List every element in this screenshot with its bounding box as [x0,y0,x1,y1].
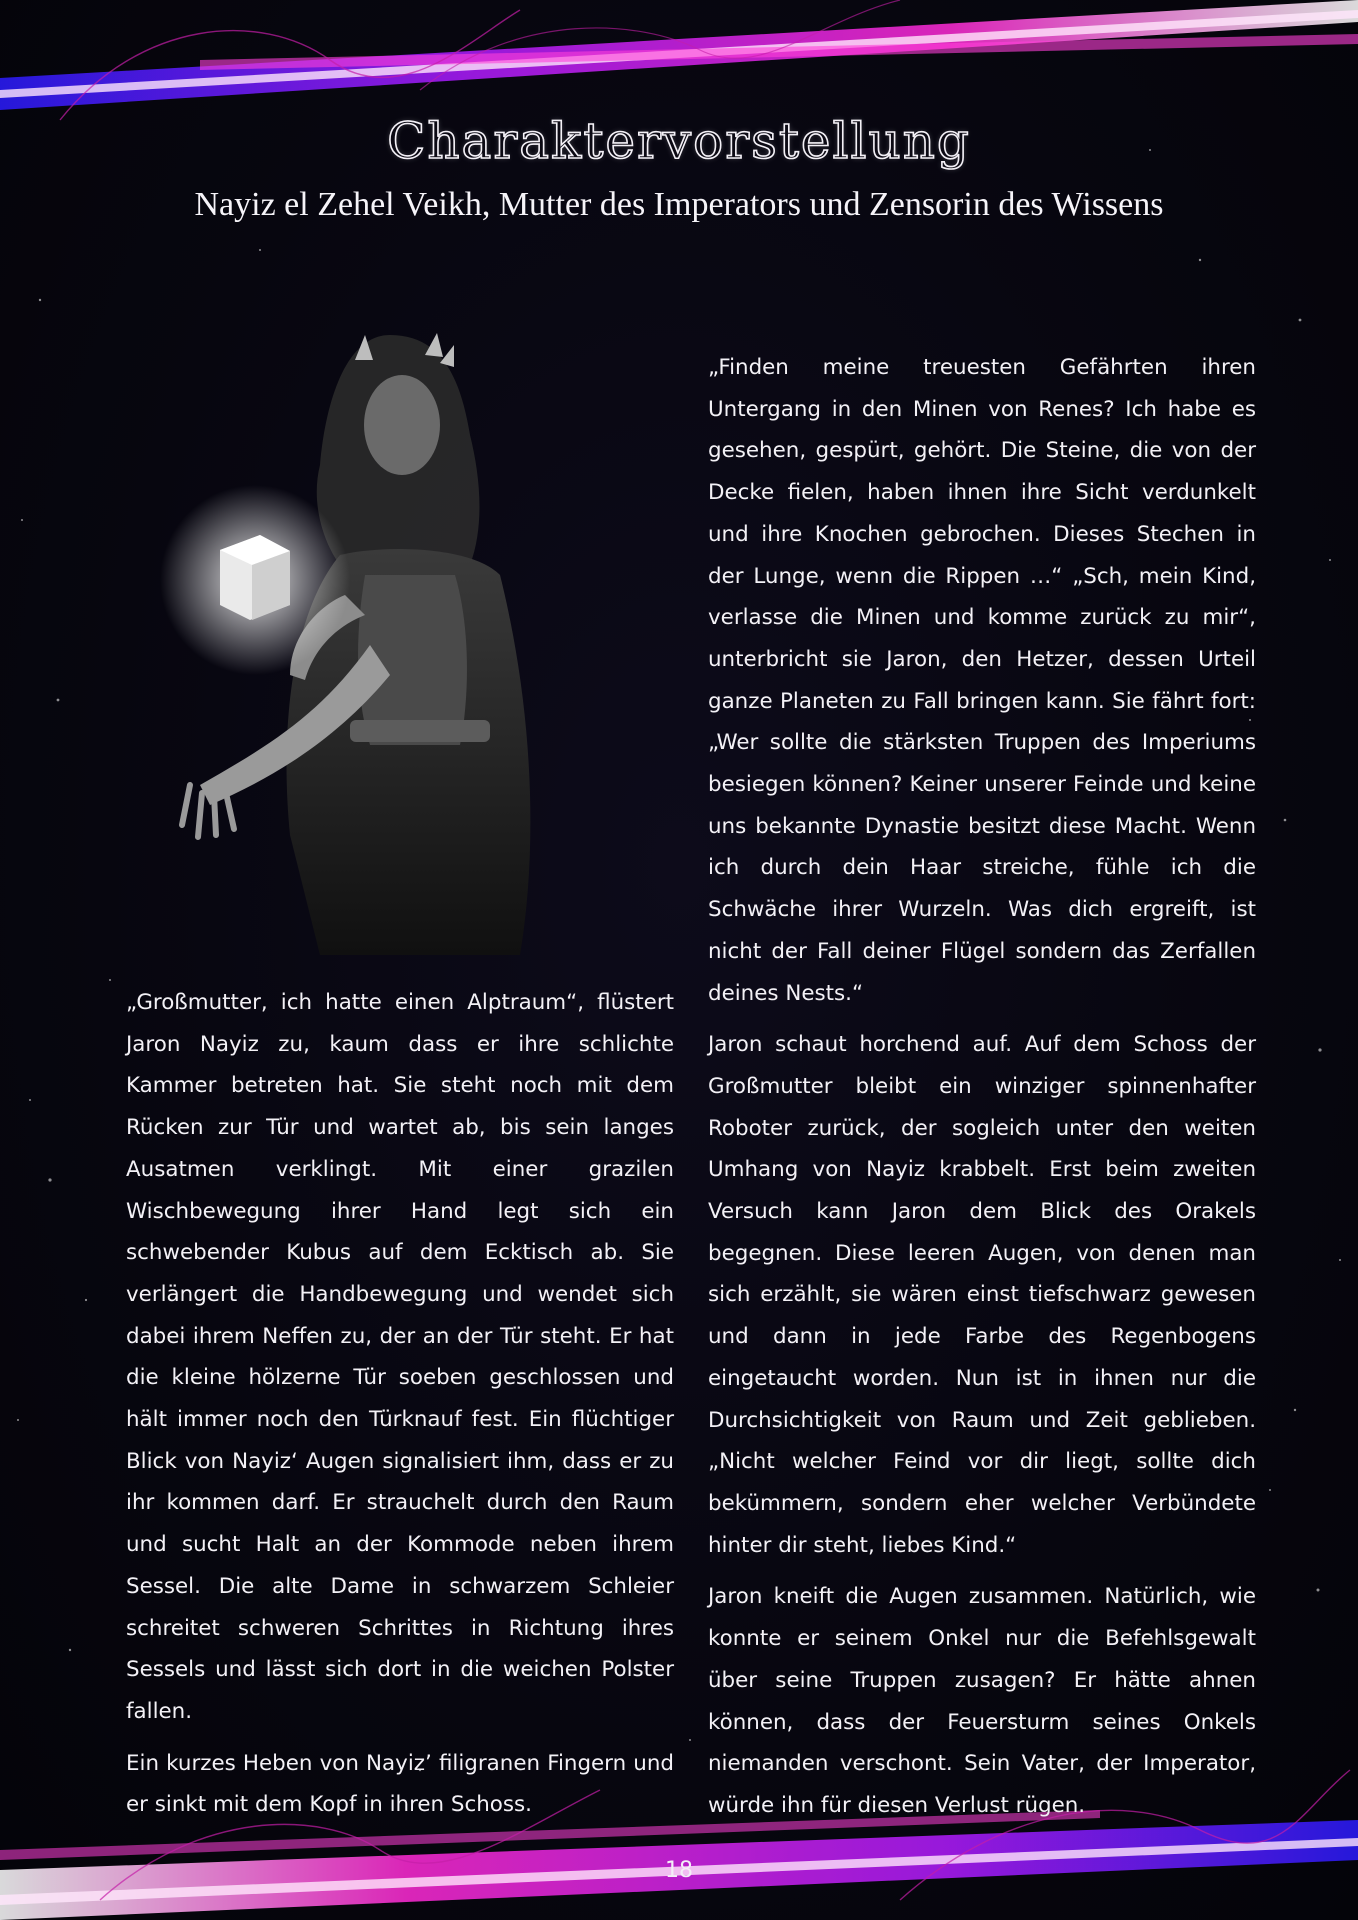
right-text-column [708,347,1256,1837]
page-number: 18 [665,1858,693,1883]
paragraph: „Finden meine treuesten Gefährten ihren Untergang in den Minen von Renes? Ich habe es gesehen, gespürt, gehört. Die Steine, die von der Decke fielen, haben ihnen ihre Sicht verdunkelt und ihre Knochen gebrochen. Dieses Stechen in der Lunge, wenn die Rippen …“ „Sch, mein Kind, verlasse die Minen und komme zurück zu mir“, unterbricht sie Jaron, den Hetzer, dessen Urteil ganze Planeten zu Fall bringen kann. Sie fährt fort: „Wer sollte die stärksten Truppen des Imperiums besiegen können? Keiner unserer Feinde und keine uns bekannte Dynastie besitzt diese Macht. Wenn ich durch dein Haar streiche, fühle ich die Schwäche ihrer Wurzeln. Was dich ergreift, ist nicht der Fall deiner Flügel sondern das Zerfallen deines Nests.“ [708,355,1256,1006]
paragraph: Jaron kneift die Augen zusammen. Natürlich, wie konnte er seinem Onkel nur die Befehlsgewalt über seine Truppen zusagen? Er hätte ahnen können, dass der Feuersturm seines Onkels niemanden verschont. Sein Vater, der Imperator, würde ihn für diesen Verlust rügen. [708,1584,1256,1818]
paragraph: Jaron schaut horchend auf. Auf dem Schoss der Großmutter bleibt ein winziger spinnenhafter Roboter zurück, der sogleich unter den weiten Umhang von Nayiz krabbelt. Erst beim zweiten Versuch kann Jaron dem Blick des Orakels begegnen. Diese leeren Augen, von denen man sich erzählt, sie wären einst tiefschwarz gewesen und dann in jede Farbe des Regenbogens eingetaucht worden. Nun ist in ihnen nur die Durchsichtigkeit von Raum und Zeit geblieben. „Nicht welcher Feind vor dir liegt, sollte dich bekümmern, sondern eher welcher Verbündete hinter dir steht, liebes Kind.“ [708,1032,1256,1558]
left-text-column [126,982,674,1836]
paragraph: Ein kurzes Heben von Nayiz’ filigranen Fingern und er sinkt mit dem Kopf in ihren Schoss. [126,1750,674,1818]
page-subtitle: Nayiz el Zehel Veikh, Mutter des Imperators und Zensorin des Wissens [194,186,1164,223]
character-illustration [140,315,640,975]
paragraph: „Großmutter, ich hatte einen Alptraum“, flüstert Jaron Nayiz zu, kaum dass er ihre schlichte Kammer betreten hat. Sie steht noch mit dem Rücken zur Tür und wartet ab, bis sein langes Ausatmen verklingt. Mit einer grazilen Wischbewegung ihrer Hand legt sich ein schwebender Kubus auf dem Ecktisch ab. Sie verlängert die Handbewegung und wendet sich dabei ihrem Neffen zu, der an der Tür steht. Er hat die kleine hölzerne Tür soeben geschlossen und hält immer noch den Türknauf fest. Ein flüchtiger Blick von Nayiz‘ Augen signalisiert ihm, dass er zu ihr kommen darf. Er strauchelt durch den Raum und sucht Halt an der Kommode neben ihrem Sessel. Die alte Dame in schwarzem Schleier schreitet schweren Schrittes in Richtung ihres Sessels und lässt sich dort in die weichen Polster fallen. [126,990,674,1724]
page-title: Charaktervorstellung [387,112,971,170]
